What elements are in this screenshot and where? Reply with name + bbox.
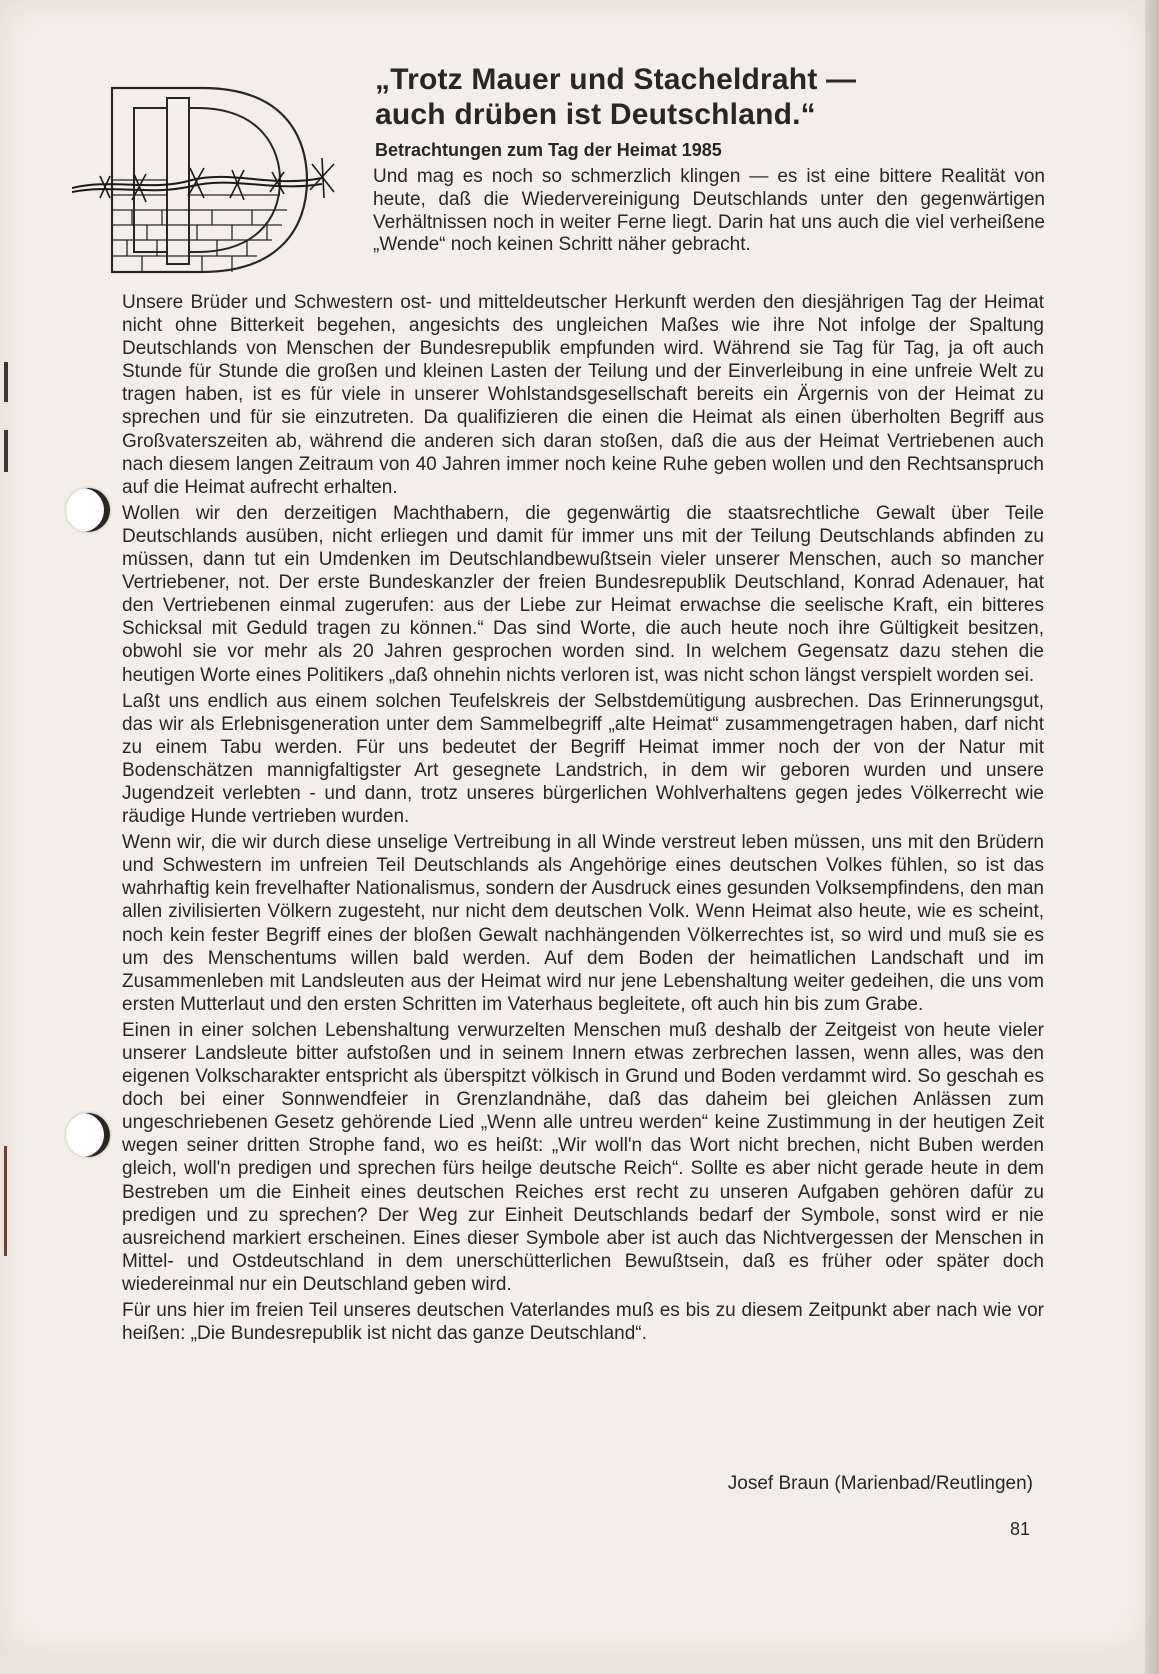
binding-mark [4,362,8,402]
lead-paragraph: Und mag es noch so schmerzlich klingen — es ist eine bittere Realität von heute, daß die Wiedervereinigung Deutschlands unter den gegenwärtigen Verhältnissen noch in weiter Ferne liegt. Darin hat uns auch die viel verheißene „Wende“ noch keinen Schritt näher gebracht. [373,166,1045,256]
body-paragraph: Einen in einer solchen Lebenshaltung verwurzelten Menschen muß deshalb der Zeitgeist von heute vieler unserer Landsleute bitter aufstoßen und in seinem Innern etwas zerbrechen lassen, wenn alles, was den eigenen Volkscharakter entspricht als überspitzt völkisch in Grund und Boden verdammt wird. So geschah es doch bei einer Sonnwendfeier in Grenzlandnähe, daß das daheim bei gleichen Anlässen zum ungeschriebenen Gesetz gehörende Lied „Wenn alle untreu werden“ keine Zustimmung in der heutigen Zeit wegen seiner dritten Strophe fand, wo es heißt: „Wir woll'n das Wort nicht brechen, nicht Buben werden gleich, woll'n predigen und sprechen fürs heilge deutsche Reich“. Sollte es aber nicht gerade heute in dem Bestreben um die Einheit eines deutschen Reiches erst recht zu unseren Aufgaben gehören dafür zu predigen und zu sprechen? Der Weg zur Einheit Deutschlands bedarf der Symbole, sonst wird er nie ausreichend markiert erscheinen. Eines dieser Symbole aber ist auch das Nichtvergessen der Menschen in Mittel- und Ostdeutschland in dem unerschütterlichen Bewußtsein, daß es früher oder später doch wiedereinmal nur ein Deutschland geben wird. [122,1019,1044,1295]
article-subtitle: Betrachtungen zum Tag der Heimat 1985 [375,140,722,160]
body-paragraph: Für uns hier im freien Teil unseres deutschen Vaterlandes muß es bis zu diesem Zeitpunkt aber nach wie vor heißen: „Die Bundesrepublik ist nicht das ganze Deutschland“. [122,1300,1044,1345]
page-number: 81 [1009,1519,1030,1539]
decorative-initial-d-barbed-wire-illustration [72,80,362,280]
article-title [375,62,1025,132]
punch-hole [66,1113,110,1157]
binding-mark [4,1146,7,1256]
body-paragraph: Laßt uns endlich aus einem solchen Teufelskreis der Selbstdemütigung ausbrechen. Das Erinnerungsgut, das wir als Erlebnisgeneration unter dem Sammelbegriff „alte Heimat“ zusammengetragen haben, darf nicht zu einem Tabu werden. Für uns bedeutet der Begriff Heimat immer noch der von der Natur mit Bodenschätzen mannigfaltigster Art gesegnete Landstrich, in dem wir geboren wurden und unsere Jugendzeit verlebten - und dann, trotz unseres bürgerlichen Wohlverhaltens gegen jedes Völkerrecht wie räudige Hunde vertrieben wurden. [122,690,1044,828]
binding-mark [4,430,8,472]
author-signature: Josef Braun (Marienbad/Reutlingen) [727,1473,1033,1494]
title-line-2: auch drüben ist Deutschland.“ [375,98,816,131]
article-body [122,291,1044,1348]
body-paragraph: Unsere Brüder und Schwestern ost- und mitteldeutscher Herkunft werden den diesjährigen Tag der Heimat nicht ohne Bitterkeit begehen, angesichts des ungleichen Maßes wie ihre Not infolge der Spaltung Deutschlands von Menschen der Bundesrepublik empfunden wird. Während sie Tag für Tag, ja oft auch Stunde für Stunde die großen und kleinen Lasten der Teilung und der Einverleibung in eine unfreie Welt zu tragen haben, ist es für viele in unserer Wohlstandsgesellschaft bereits ein Ärgernis von der Heimat zu sprechen und für sie einzutreten. Da qualifizieren die einen die Heimat als einen überholten Begriff aus Großvaterszeiten ab, während die anderen sich daran stoßen, daß die aus der Heimat Vertriebenen auch nach diesem langen Zeitraum von 40 Jahren immer noch keine Ruhe geben wollen und den Rechtsanspruch auf die Heimat aufrecht erhalten. [122,292,1044,498]
body-paragraph: Wollen wir den derzeitigen Machthabern, die gegenwärtig die staatsrechtliche Gewalt über Teile Deutschlands ausüben, nicht erliegen und damit für immer uns mit der Teilung Deutschlands abfinden zu müssen, dann tut ein Umdenken im Deutschlandbewußtsein vieler unserer Menschen, auch so mancher Vertriebener, not. Der erste Bundeskanzler der freien Bundesrepublik Deutschland, Konrad Adenauer, hat den Vertriebenen einmal zugerufen: aus der Liebe zur Heimat erwachse die seelische Kraft, ein bitteres Schicksal mit Geduld tragen zu können.“ Das sind Worte, die auch heute noch ihre Gültigkeit besitzen, obwohl sie vor mehr als 20 Jahren gesprochen worden sind. In welchem Gegensatz dazu stehen die heutigen Worte eines Politikers „daß ohnehin nichts verloren ist, was nicht schon längst verspielt worden sei. [122,502,1044,686]
punch-hole [66,488,110,532]
page-edge [1145,0,1159,1674]
title-line-1: „Trotz Mauer und Stacheldraht — [375,63,857,96]
body-paragraph: Wenn wir, die wir durch diese unselige Vertreibung in all Winde verstreut leben müssen, uns mit den Brüdern und Schwestern im unfreien Teil Deutschlands als Angehörige eines deutschen Volkes fühlen, so ist das wahrhaftig kein frevelhafter Nationalismus, sondern der Ausdruck eines gesunden Volksempfindens, den man allen zivilisierten Völkern zugesteht, nur nicht dem deutschen Volk. Wenn Heimat also heute, wie es scheint, noch kein fester Begriff eines der bloßen Gewalt nachhängenden Völkerrechtes ist, so wird und muß sie es um des Menschentums willen bald werden. Auf dem Boden der heimatlichen Landschaft und im Zusammenleben mit Landsleuten aus der Heimat wird nur jene Lebenshaltung weiter gedeihen, die uns vom ersten Mutterlaut und den ersten Schritten im Vaterhaus begleitete, oft auch hin bis zum Grabe. [122,832,1044,1015]
